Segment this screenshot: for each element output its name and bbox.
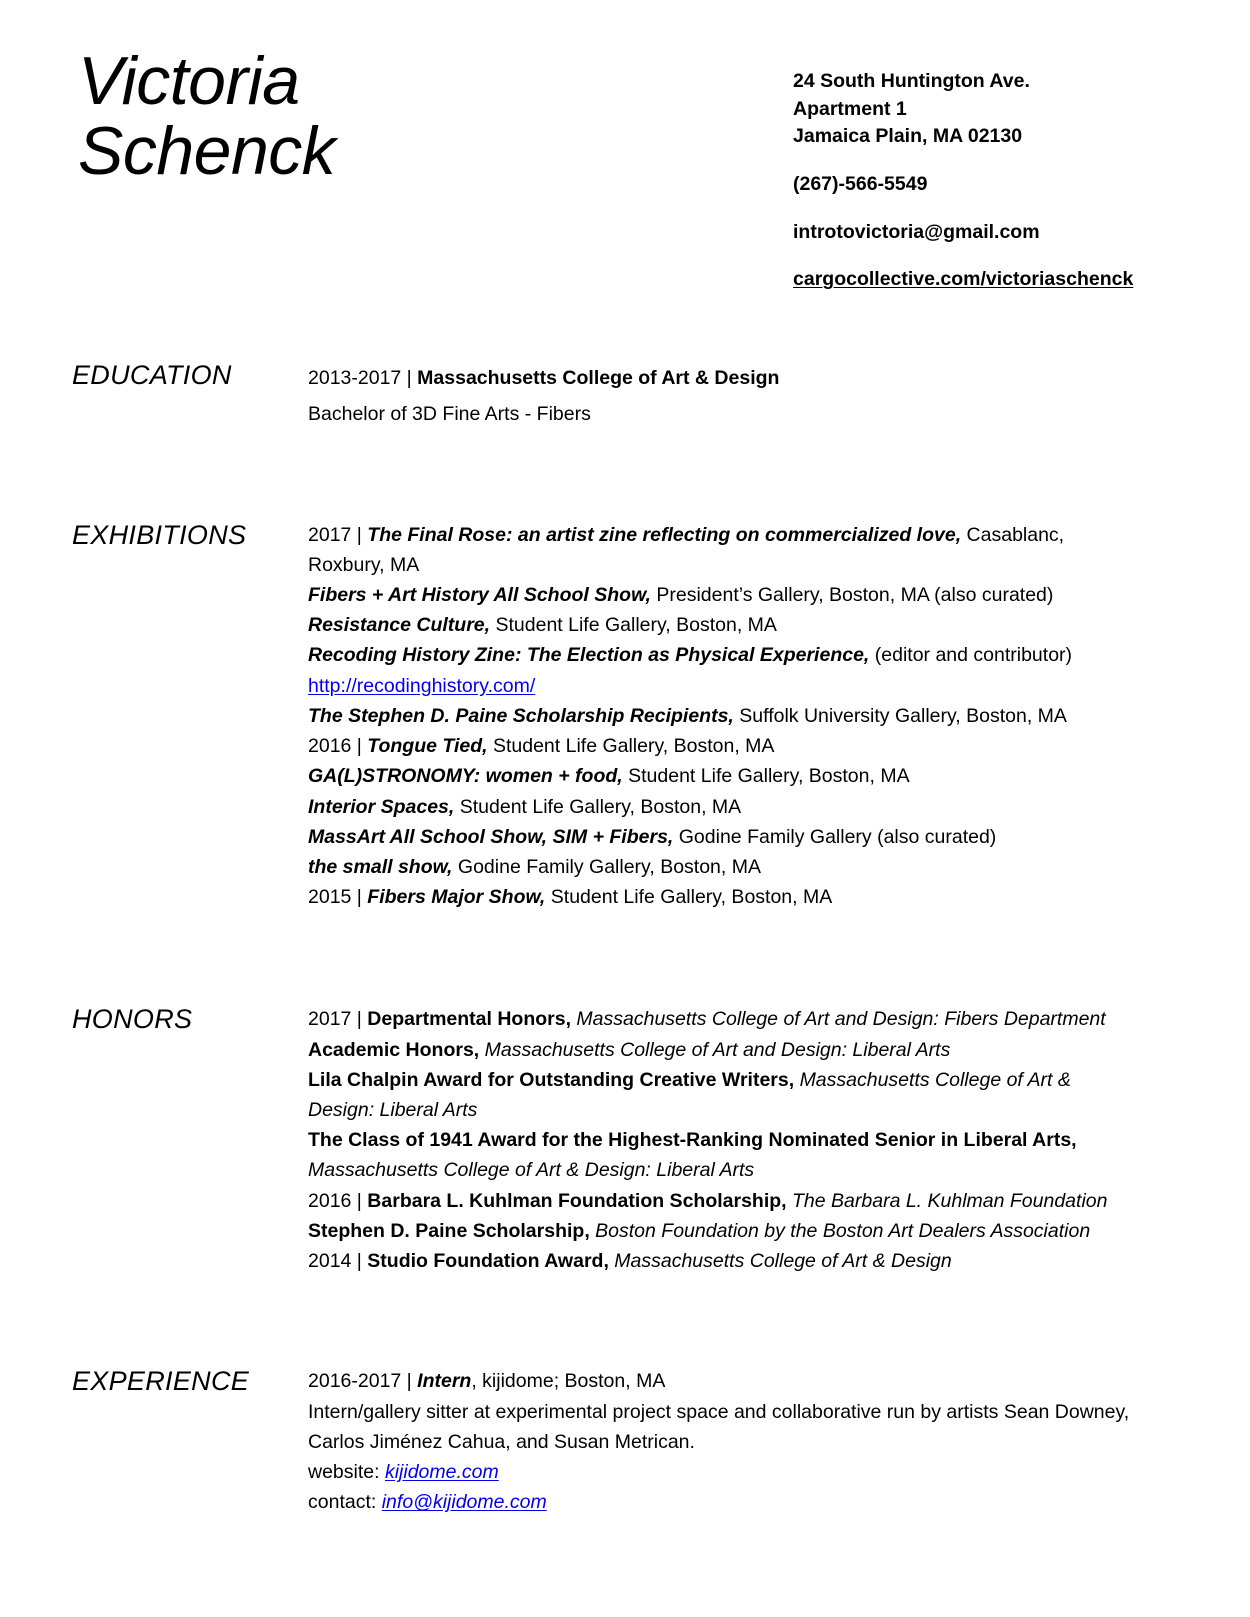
- kijidome-email-link[interactable]: info@kijidome.com: [381, 1491, 547, 1514]
- exhibition-title: MassArt All School Show, SIM + Fibers,: [308, 825, 674, 848]
- experience-years: 2016-2017 |: [308, 1370, 412, 1393]
- honor-org: Massachusetts College of Art & Design: Liberal Arts: [308, 1068, 1071, 1122]
- kijidome-website-link[interactable]: kijidome.com: [384, 1461, 499, 1483]
- section-experience: [0, 1366, 1250, 1517]
- honor-item: [308, 1004, 1138, 1034]
- exhibition-venue: Casablanc, Roxbury, MA: [308, 523, 1065, 576]
- exhibition-link-line: [308, 671, 1138, 701]
- honor-award: Barbara L. Kuhlman Foundation Scholarship,: [367, 1189, 787, 1212]
- education-years: 2013-2017 |: [308, 367, 412, 389]
- email-value: introtovictoria@gmail.com: [793, 220, 1040, 243]
- name-last: Schenck: [78, 113, 336, 190]
- exhibition-venue: (editor and contributor): [874, 644, 1073, 667]
- experience-website-line: [308, 1457, 1138, 1487]
- honor-item: [308, 1216, 1138, 1246]
- section-heading-honors: HONORS: [72, 1004, 193, 1035]
- honor-item: [308, 1035, 1138, 1065]
- contact-label: contact:: [308, 1491, 377, 1514]
- recoding-history-link[interactable]: http://recodinghistory.com/: [308, 674, 536, 697]
- exhibition-item: [308, 610, 1138, 640]
- exhibition-venue: Student Life Gallery, Boston, MA: [628, 765, 910, 788]
- honor-org: Boston Foundation by the Boston Art Dealers Association: [595, 1219, 1091, 1242]
- honor-award: Academic Honors,: [308, 1038, 480, 1061]
- section-heading-education: EDUCATION: [72, 360, 232, 390]
- honor-award: Lila Chalpin Award for Outstanding Creative Writers,: [308, 1068, 795, 1091]
- honor-org: Massachusetts College of Art and Design: Fibers Department: [576, 1008, 1106, 1031]
- exhibition-title: Fibers + Art History All School Show,: [308, 583, 651, 606]
- exhibitions-body: [308, 520, 1250, 913]
- education-entry: [308, 360, 1138, 396]
- exhibition-item: [308, 640, 1138, 670]
- exhibition-title: Fibers Major Show,: [367, 886, 546, 909]
- section-exhibitions: [0, 520, 1250, 913]
- section-education: [0, 360, 1250, 433]
- honor-org: Massachusetts College of Art & Design: [614, 1250, 952, 1273]
- phone-number: [793, 171, 1133, 199]
- honor-year: 2016 |: [308, 1189, 362, 1212]
- honor-org: The Barbara L. Kuhlman Foundation: [792, 1189, 1108, 1212]
- exhibition-title: Tongue Tied,: [367, 735, 488, 758]
- exhibition-year: 2017 |: [308, 523, 362, 546]
- exhibition-item: [308, 731, 1138, 761]
- exhibition-item: [308, 580, 1138, 610]
- exhibition-title: The Final Rose: an artist zine reflecting on commercialized love,: [367, 523, 962, 546]
- section-heading-exhibitions: EXHIBITIONS: [72, 519, 247, 550]
- exhibition-item: [308, 520, 1138, 580]
- exhibition-item: [308, 701, 1138, 731]
- experience-employer: , kijidome; Boston, MA: [471, 1370, 666, 1393]
- exhibition-venue: Student Life Gallery, Boston, MA: [495, 614, 777, 637]
- experience-body: [308, 1366, 1250, 1517]
- honor-item: [308, 1186, 1138, 1216]
- phone-value: (267)-566-5549: [793, 173, 928, 196]
- education-degree: Bachelor of 3D Fine Arts - Fibers: [308, 403, 591, 426]
- name-first: Victoria: [78, 43, 300, 119]
- exhibition-item: [308, 761, 1138, 791]
- email-address: [793, 219, 1133, 247]
- exhibition-year: 2016 |: [308, 735, 362, 758]
- honor-award: Stephen D. Paine Scholarship,: [308, 1219, 590, 1242]
- honor-item: [308, 1246, 1138, 1276]
- exhibition-title: Recoding History Zine: The Election as Physical Experience,: [308, 644, 870, 667]
- exhibition-venue: Godine Family Gallery (also curated): [678, 825, 997, 848]
- exhibition-item: [308, 792, 1138, 822]
- honor-org: Massachusetts College of Art & Design: Liberal Arts: [308, 1159, 755, 1182]
- exhibition-title: the small show,: [308, 855, 453, 878]
- experience-description: Intern/gallery sitter at experimental project space and collaborative run by artists Sean Downey, Carlos Jiménez Cahua, and Susan Metrican.: [308, 1400, 1130, 1453]
- honor-award: The Class of 1941 Award for the Highest-Ranking Nominated Senior in Liberal Arts,: [308, 1129, 1077, 1152]
- exhibition-venue: Student Life Gallery, Boston, MA: [550, 886, 833, 909]
- address-line-3: Jamaica Plain, MA 02130: [793, 125, 1023, 148]
- exhibition-venue: Godine Family Gallery, Boston, MA: [457, 855, 761, 878]
- exhibition-venue: Student Life Gallery, Boston, MA: [459, 795, 742, 818]
- experience-contact-line: [308, 1487, 1138, 1517]
- portfolio-website: [793, 266, 1133, 294]
- honor-award: Studio Foundation Award,: [367, 1250, 609, 1273]
- resume-header: [0, 0, 1250, 300]
- exhibition-venue: Student Life Gallery, Boston, MA: [492, 735, 775, 758]
- education-body: [308, 360, 1250, 433]
- honors-body: [308, 1004, 1250, 1276]
- experience-role: Intern: [417, 1370, 472, 1393]
- section-heading-experience: EXPERIENCE: [72, 1366, 250, 1397]
- website-link[interactable]: cargocollective.com/victoriaschenck: [793, 268, 1134, 291]
- honor-item: [308, 1065, 1138, 1125]
- honor-org: Massachusetts College of Art and Design: Liberal Arts: [484, 1038, 951, 1061]
- exhibition-title: GA(L)STRONOMY: women + food,: [308, 765, 623, 788]
- website-label: website:: [308, 1461, 380, 1483]
- mailing-address: [793, 68, 1133, 151]
- section-honors: [0, 1004, 1250, 1276]
- exhibition-item: [308, 822, 1138, 852]
- experience-entry: [308, 1366, 1138, 1396]
- exhibition-title: Interior Spaces,: [308, 795, 455, 818]
- exhibition-venue: Suffolk University Gallery, Boston, MA: [739, 704, 1067, 727]
- address-line-1: 24 South Huntington Ave.: [793, 70, 1030, 92]
- exhibition-item: [308, 882, 1138, 912]
- candidate-name: [78, 43, 336, 190]
- exhibition-title: The Stephen D. Paine Scholarship Recipients,: [308, 704, 734, 727]
- honor-year: 2014 |: [308, 1250, 362, 1273]
- exhibition-year: 2015 |: [308, 886, 362, 909]
- exhibition-venue: President’s Gallery, Boston, MA (also curated): [656, 583, 1054, 606]
- honor-award: Departmental Honors,: [367, 1008, 571, 1031]
- education-school: Massachusetts College of Art & Design: [417, 367, 780, 389]
- contact-info: [793, 68, 1133, 294]
- exhibition-item: [308, 852, 1138, 882]
- exhibition-title: Resistance Culture,: [308, 614, 491, 637]
- honor-item: [308, 1125, 1138, 1185]
- honor-year: 2017 |: [308, 1008, 362, 1031]
- address-line-2: Apartment 1: [793, 97, 907, 120]
